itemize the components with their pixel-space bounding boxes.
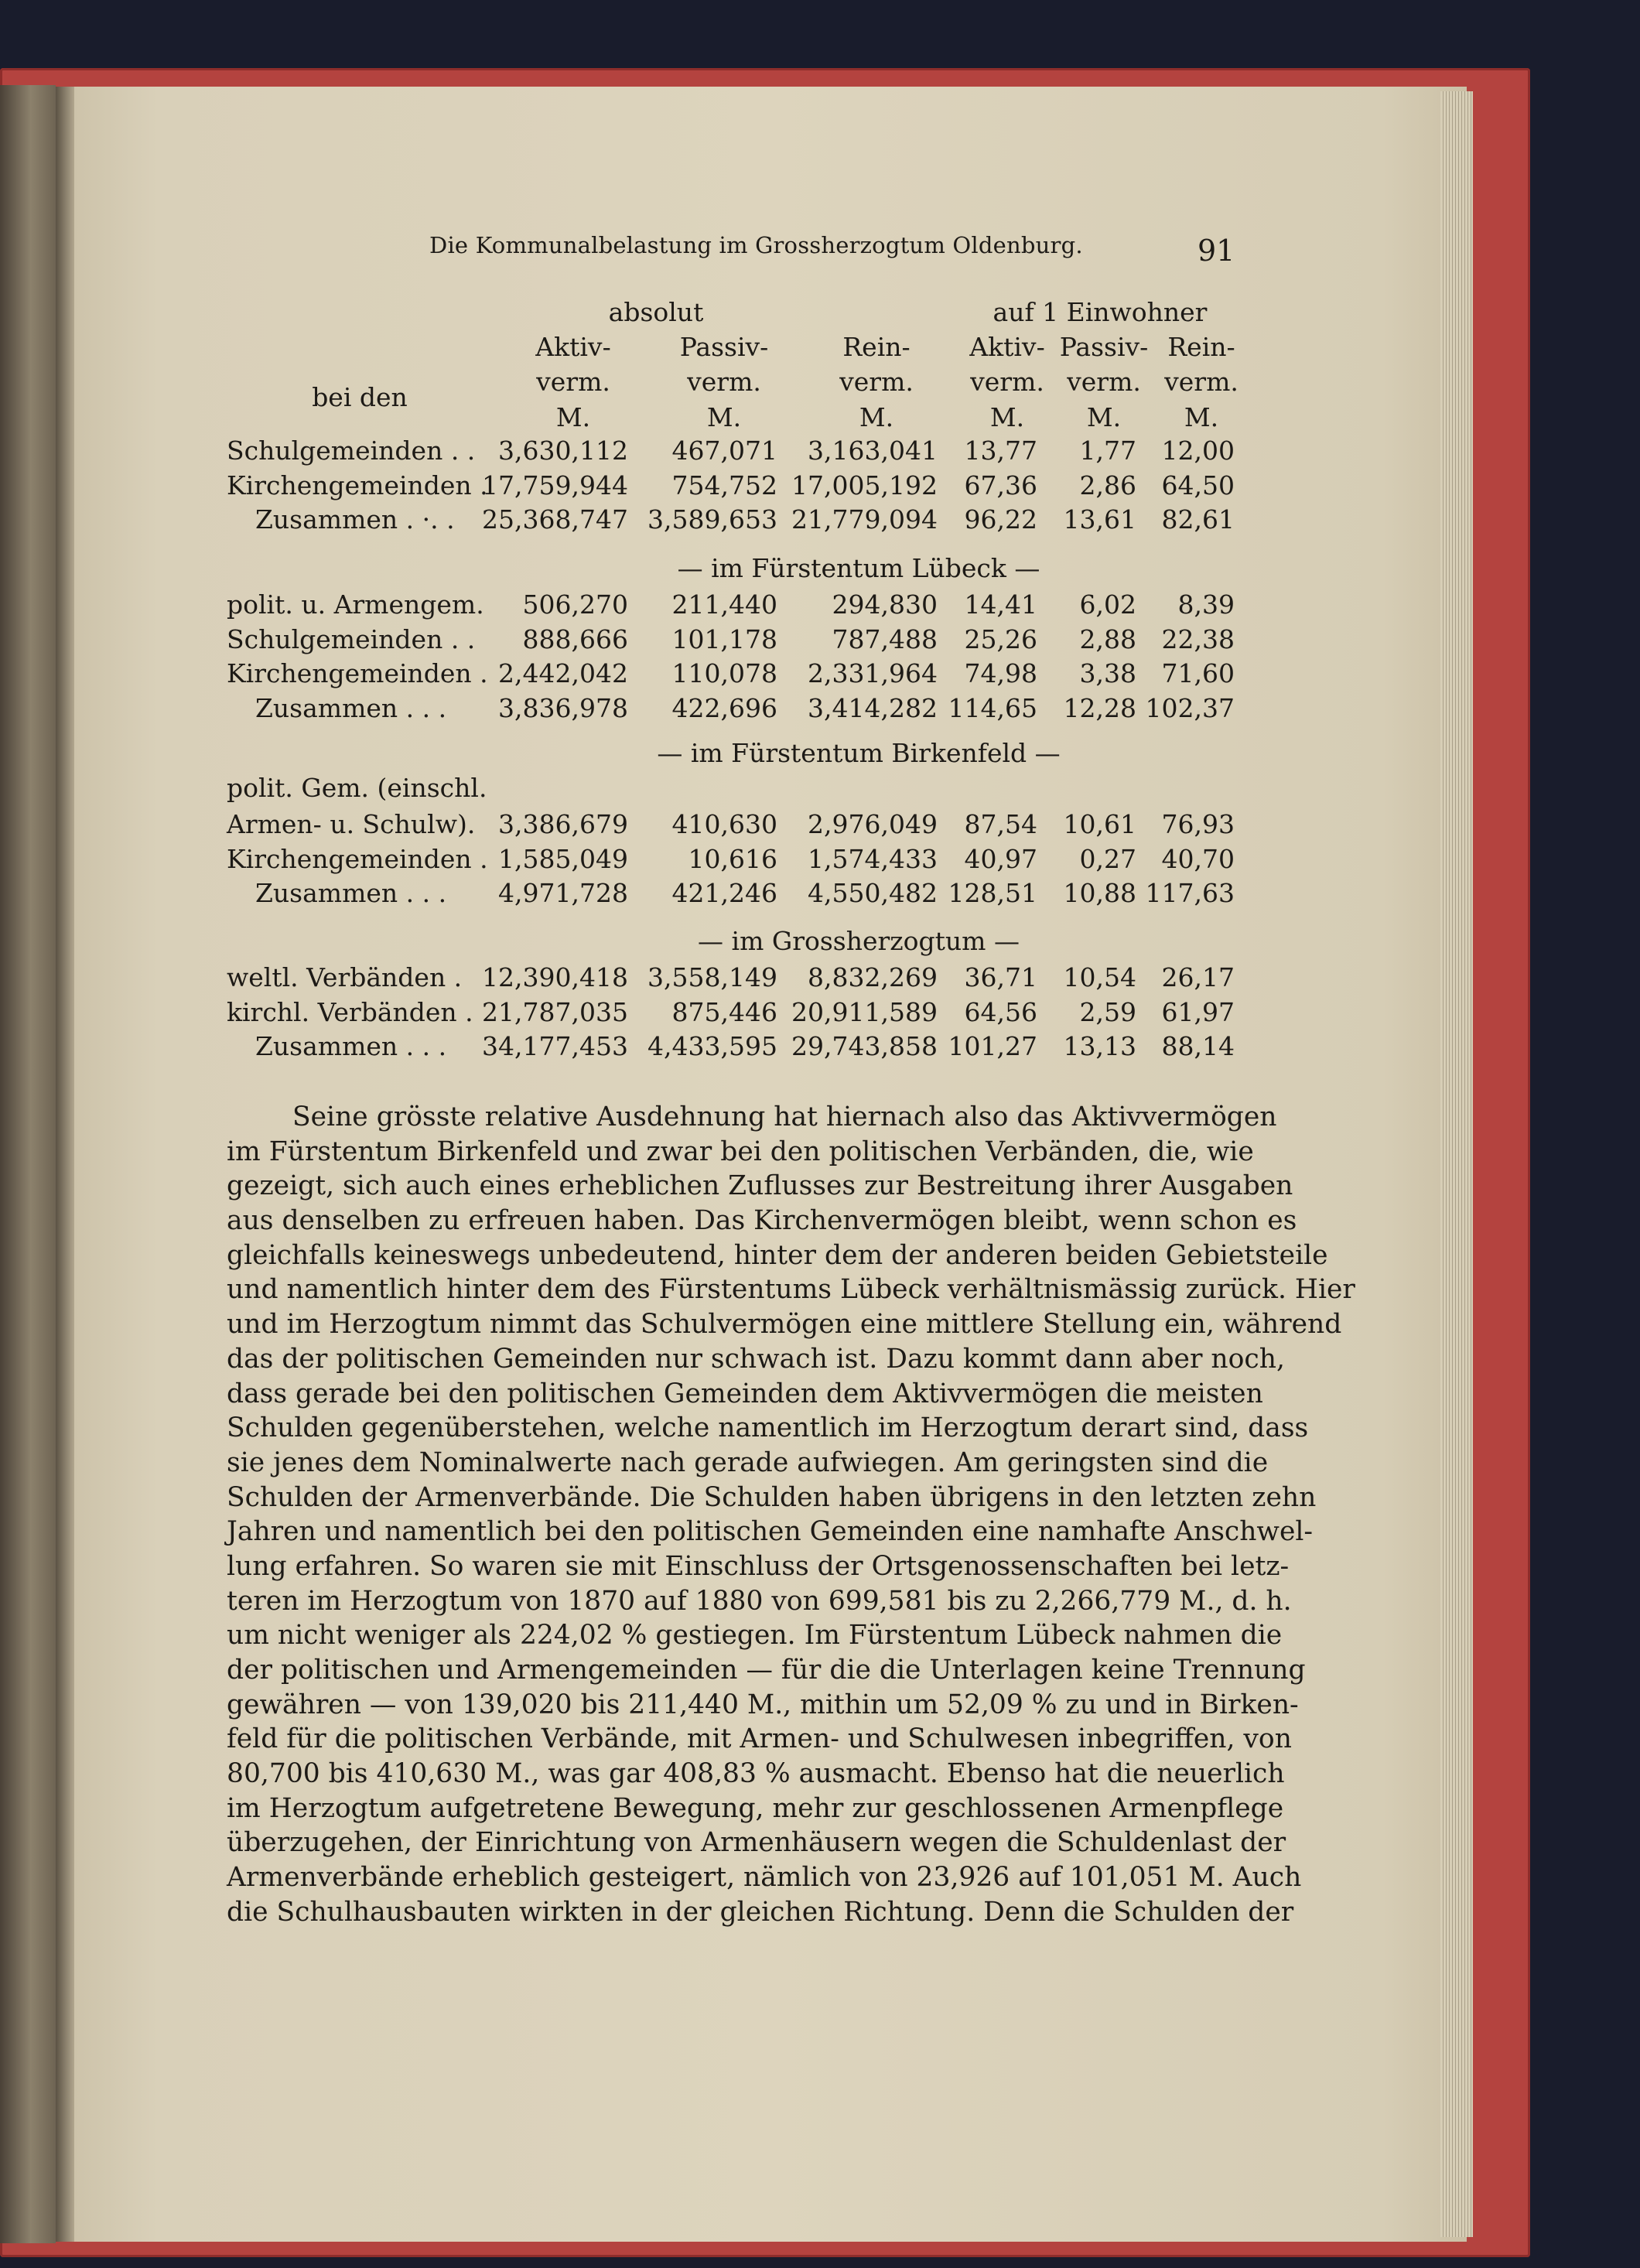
table-cell: 4,971,728 xyxy=(498,878,628,908)
text-line: im Fürstentum Birkenfeld und zwar bei den politischen Verbänden, die, wie xyxy=(227,1136,1254,1167)
table-cell: 3,630,112 xyxy=(498,435,628,466)
text-line: sie jenes dem Nominalwerte nach gerade aufwiegen. Am geringsten sind die xyxy=(227,1447,1269,1478)
text-line: feld für die politischen Verbände, mit Armen- und Schulwesen inbegriffen, von xyxy=(227,1723,1292,1755)
table-cell: 64,56 xyxy=(964,996,1037,1027)
page-number: 91 xyxy=(1198,234,1235,268)
column-header-line1: Passiv- xyxy=(1059,332,1149,362)
table-cell: 102,37 xyxy=(1145,692,1235,723)
text-line: überzugehen, der Einrichtung von Armenhäusern wegen die Schuldenlast der xyxy=(227,1827,1286,1859)
text-line: Schulden der Armenverbände. Die Schulden haben übrigens in den letzten zehn xyxy=(227,1481,1317,1513)
text-line: die Schulhausbauten wirkten in der gleichen Richtung. Denn die Schulden der xyxy=(227,1896,1294,1928)
table-cell: 2,86 xyxy=(1079,470,1136,500)
table-cell: 2,59 xyxy=(1079,996,1136,1027)
table-cell: 76,93 xyxy=(1161,809,1235,839)
table-cell: 2,976,049 xyxy=(808,809,938,839)
text-line: im Herzogtum aufgetretene Bewegung, mehr zur geschlossenen Armenpflege xyxy=(227,1792,1284,1824)
table-cell: 506,270 xyxy=(522,589,628,620)
column-unit: M. xyxy=(859,402,894,432)
table-cell: 10,61 xyxy=(1063,809,1136,839)
text-line: der politischen und Armengemeinden — für die die Unterlagen keine Trennung xyxy=(227,1655,1306,1686)
table-cell: 14,41 xyxy=(964,589,1037,620)
table-cell: 96,22 xyxy=(964,504,1037,535)
text-line: das der politischen Gemeinden nur schwach ist. Dazu kommt dann aber noch, xyxy=(227,1343,1285,1375)
table-cell: 410,630 xyxy=(671,809,777,839)
text-line: gezeigt, sich auch eines erheblichen Zuflusses zur Bestreitung ihrer Ausgaben xyxy=(227,1170,1293,1202)
table-cell: 2,442,042 xyxy=(498,658,628,688)
table-cell: 74,98 xyxy=(964,658,1037,688)
table-cell: 67,36 xyxy=(964,470,1037,500)
column-unit: M. xyxy=(1086,402,1122,432)
table-cell: 22,38 xyxy=(1161,623,1235,654)
row-header-label: bei den xyxy=(312,382,408,412)
column-unit: M. xyxy=(555,402,591,432)
column-unit: M. xyxy=(1184,402,1219,432)
row-label: Armen- u. Schulw). xyxy=(227,809,476,839)
row-label: Zusammen . ·. . xyxy=(255,504,455,535)
body-paragraph xyxy=(227,1100,1355,1930)
table-cell: 3,414,282 xyxy=(808,692,938,723)
table-cell: 64,50 xyxy=(1161,470,1235,500)
table-cell: 101,27 xyxy=(948,1031,1037,1061)
table-cell: 8,39 xyxy=(1177,589,1235,620)
table-cell: 3,386,679 xyxy=(498,809,628,839)
table-cell: 294,830 xyxy=(832,589,938,620)
table-cell: 12,390,418 xyxy=(482,962,628,992)
text-line: lung erfahren. So waren sie mit Einschluss der Ortsgenossenschaften bei letz- xyxy=(227,1550,1290,1582)
row-label: polit. u. Armengem. xyxy=(227,589,484,620)
table-cell: 4,433,595 xyxy=(647,1031,777,1061)
table-cell: 34,177,453 xyxy=(482,1031,628,1061)
row-label-prefix: polit. Gem. (einschl. xyxy=(227,773,487,803)
table-cell: 12,28 xyxy=(1063,692,1136,723)
table-cell: 2,88 xyxy=(1079,623,1136,654)
table-cell: 17,005,192 xyxy=(791,470,938,500)
table-cell: 875,446 xyxy=(671,996,777,1027)
table-cell: 13,61 xyxy=(1063,504,1136,535)
table-cell: 26,17 xyxy=(1161,962,1235,992)
column-header-line1: Rein- xyxy=(842,332,911,362)
table-cell: 36,71 xyxy=(964,962,1037,992)
column-unit: M. xyxy=(706,402,742,432)
column-header-line2: verm. xyxy=(1164,367,1239,397)
text-line: um nicht weniger als 224,02 % gestiegen. Im Fürstentum Lübeck nahmen die xyxy=(227,1620,1283,1651)
table-cell: 6,02 xyxy=(1079,589,1136,620)
row-label: Kirchengemeinden . xyxy=(227,843,488,874)
table-cell: 3,558,149 xyxy=(647,962,777,992)
table-cell: 1,77 xyxy=(1079,435,1136,466)
text-line: gleichfalls keineswegs unbedeutend, hinter dem der anderen beiden Gebietsteile xyxy=(227,1239,1328,1271)
table-cell: 82,61 xyxy=(1161,504,1235,535)
group-header-per-capita: auf 1 Einwohner xyxy=(993,297,1208,327)
row-label: Zusammen . . . xyxy=(255,878,447,908)
text-line: Jahren und namentlich bei den politischen Gemeinden eine namhafte Anschwel- xyxy=(227,1516,1314,1548)
section-title-birkenfeld: — im Fürstentum Birkenfeld — xyxy=(657,738,1061,768)
row-label: Kirchengemeinden . xyxy=(227,658,488,688)
table-cell: 40,97 xyxy=(964,843,1037,874)
table-cell: 467,071 xyxy=(671,435,777,466)
text-line: teren im Herzogtum von 1870 auf 1880 von 699,581 bis zu 2,266,779 M., d. h. xyxy=(227,1585,1292,1617)
table-cell: 87,54 xyxy=(964,809,1037,839)
column-header-line2: verm. xyxy=(536,367,610,397)
table-cell: 13,13 xyxy=(1063,1031,1136,1061)
table-cell: 101,178 xyxy=(671,623,777,654)
row-label: Zusammen . . . xyxy=(255,692,447,723)
row-label: Zusammen . . . xyxy=(255,1031,447,1061)
section-title-luebeck: — im Fürstentum Lübeck — xyxy=(677,553,1040,583)
text-line: aus denselben zu erfreuen haben. Das Kirchenvermögen bleibt, wenn schon es xyxy=(227,1205,1297,1237)
table-cell: 20,911,589 xyxy=(791,996,938,1027)
table-cell: 211,440 xyxy=(671,589,777,620)
table-cell: 422,696 xyxy=(671,692,777,723)
table-cell: 21,779,094 xyxy=(791,504,938,535)
column-header-line2: verm. xyxy=(1067,367,1141,397)
text-line: und namentlich hinter dem des Fürstentums Lübeck verhältnismässig zurück. Hier xyxy=(227,1274,1355,1306)
table-cell: 3,836,978 xyxy=(498,692,628,723)
row-label: Kirchengemeinden . xyxy=(227,470,488,500)
table-cell: 29,743,858 xyxy=(791,1031,938,1061)
table-cell: 0,27 xyxy=(1079,843,1136,874)
table-cell: 128,51 xyxy=(948,878,1037,908)
table-cell: 21,787,035 xyxy=(482,996,628,1027)
section-title-grossherzogtum: — im Grossherzogtum — xyxy=(698,926,1020,956)
table-cell: 40,70 xyxy=(1161,843,1235,874)
table-cell: 754,752 xyxy=(671,470,777,500)
table-cell: 4,550,482 xyxy=(808,878,938,908)
table-cell: 3,163,041 xyxy=(808,435,938,466)
column-header-line2: verm. xyxy=(970,367,1044,397)
column-unit: M. xyxy=(989,402,1025,432)
column-header-line1: Aktiv- xyxy=(535,332,611,362)
table-cell: 3,38 xyxy=(1079,658,1136,688)
table-cell: 71,60 xyxy=(1161,658,1235,688)
text-line: Seine grösste relative Ausdehnung hat hiernach also das Aktivvermögen xyxy=(292,1102,1277,1132)
text-line: Schulden gegenüberstehen, welche namentlich im Herzogtum derart sind, dass xyxy=(227,1412,1309,1444)
column-header-line1: Passiv- xyxy=(679,332,769,362)
row-label: Schulgemeinden . . xyxy=(227,435,476,466)
table-cell: 1,585,049 xyxy=(498,843,628,874)
table-cell: 10,54 xyxy=(1063,962,1136,992)
table-cell: 1,574,433 xyxy=(808,843,938,874)
table-cell: 2,331,964 xyxy=(808,658,938,688)
text-line: und im Herzogtum nimmt das Schulvermögen eine mittlere Stellung ein, während xyxy=(227,1309,1342,1341)
table-cell: 421,246 xyxy=(671,878,777,908)
table-cell: 3,589,653 xyxy=(647,504,777,535)
table-cell: 114,65 xyxy=(948,692,1037,723)
text-line: Armenverbände erheblich gesteigert, nämlich von 23,926 auf 101,051 M. Auch xyxy=(227,1862,1302,1894)
table-cell: 8,832,269 xyxy=(808,962,938,992)
table-cell: 61,97 xyxy=(1161,996,1235,1027)
column-header-line1: Rein- xyxy=(1167,332,1235,362)
row-label: Schulgemeinden . . xyxy=(227,623,476,654)
running-head: Die Kommunalbelastung im Grossherzogtum Oldenburg. xyxy=(429,232,1083,258)
table-cell: 13,77 xyxy=(964,435,1037,466)
group-header-absolute: absolut xyxy=(608,297,704,327)
column-header-line2: verm. xyxy=(687,367,761,397)
text-line: 80,700 bis 410,630 M., was gar 408,83 % ausmacht. Ebenso hat die neuerlich xyxy=(227,1758,1285,1790)
table-cell: 888,666 xyxy=(522,623,628,654)
text-line: dass gerade bei den politischen Gemeinden dem Aktivvermögen die meisten xyxy=(227,1378,1263,1409)
text-line: gewähren — von 139,020 bis 211,440 M., mithin um 52,09 % zu und in Birken- xyxy=(227,1689,1299,1720)
column-header-line1: Aktiv- xyxy=(969,332,1045,362)
statistics-table xyxy=(0,0,1640,1083)
table-cell: 10,88 xyxy=(1063,878,1136,908)
table-cell: 25,368,747 xyxy=(482,504,628,535)
table-cell: 88,14 xyxy=(1161,1031,1235,1061)
table-cell: 12,00 xyxy=(1161,435,1235,466)
row-label: kirchl. Verbänden . xyxy=(227,996,473,1027)
table-cell: 110,078 xyxy=(671,658,777,688)
table-cell: 117,63 xyxy=(1145,878,1235,908)
column-header-line2: verm. xyxy=(839,367,914,397)
table-cell: 787,488 xyxy=(832,623,938,654)
table-cell: 17,759,944 xyxy=(482,470,628,500)
row-label: weltl. Verbänden . xyxy=(227,962,463,992)
table-cell: 25,26 xyxy=(964,623,1037,654)
table-cell: 10,616 xyxy=(688,843,777,874)
